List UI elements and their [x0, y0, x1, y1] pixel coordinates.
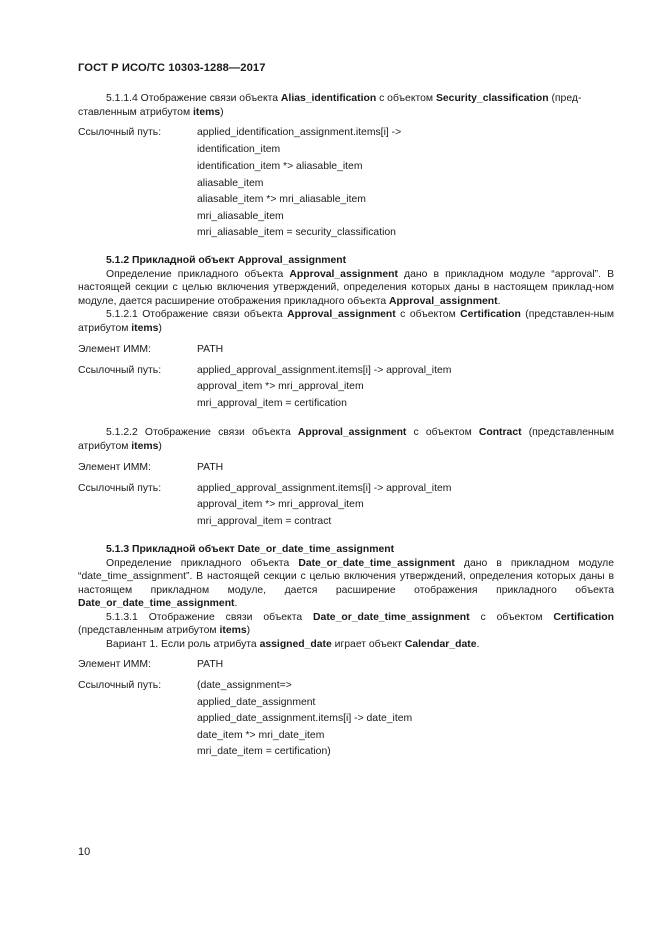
path-line: date_item *> mri_date_item — [197, 730, 325, 741]
text-span: 5.1.2.1 Отображение связи объекта — [106, 309, 288, 321]
text-span: играет объект — [331, 638, 405, 650]
text-span: (представленным атрибутом — [78, 427, 614, 452]
path-line: (date_assignment=> — [197, 680, 292, 691]
attribute-name: items — [192, 106, 221, 118]
text-span: ) — [246, 625, 251, 637]
attribute-name: items — [131, 440, 159, 452]
text-span: . — [497, 295, 501, 307]
mapping-heading-5-1-1-4 — [78, 92, 614, 119]
reference-path-row — [78, 679, 618, 693]
definition-paragraph — [78, 268, 614, 309]
text-span: Определение прикладного объекта — [106, 557, 299, 569]
attribute-name: items — [131, 322, 159, 334]
entity-name: Date_or_date_time_assignment — [78, 598, 235, 610]
mim-element-value: PATH — [197, 344, 224, 355]
path-row — [78, 380, 618, 394]
text-span: ) — [220, 106, 224, 118]
entity-name: Calendar_date — [404, 638, 477, 650]
text-span: дано в прикладном модуле “date_time_assignment”. В настоящей секции с целью включения утверждений, определения которых даны в настоящем прикладном модуле, дается расширение отображения прикладного объекта — [78, 557, 614, 596]
entity-name: Contract — [478, 427, 522, 438]
reference-path-row — [78, 364, 618, 378]
path-line: applied_approval_assignment.items[i] -> approval_item — [197, 483, 452, 494]
heading-text: 5.1.2 Прикладной объект — [106, 255, 238, 266]
text-span: с объектом — [395, 309, 461, 321]
variant-paragraph — [78, 638, 614, 652]
path-line: applied_identification_assignment.items[i] -> — [197, 127, 402, 138]
path-row — [78, 210, 618, 224]
text-span: с объектом — [406, 427, 479, 438]
path-row — [78, 226, 618, 240]
reference-path-row — [78, 126, 618, 140]
mapping-heading-5-1-2-1 — [78, 308, 614, 335]
path-row — [78, 498, 618, 512]
path-line: mri_aliasable_item — [197, 211, 284, 222]
path-line: approval_item *> mri_approval_item — [197, 381, 364, 392]
path-row — [78, 696, 618, 710]
text-span: . — [234, 598, 238, 610]
section-5-1-3 — [78, 543, 614, 651]
text-span: Вариант 1. Если роль атрибута — [106, 638, 260, 650]
text-span: с объектом — [469, 611, 554, 623]
entity-name: Approval_assignment — [297, 427, 407, 438]
path-line: mri_aliasable_item = security_classification — [197, 227, 396, 238]
page-number: 10 — [78, 846, 91, 858]
text-span: Определение прикладного объекта — [106, 268, 290, 280]
text-span: дано в прикладном модуле “approval”. В настоящей секции с целью включения утверждений, определения которых даны в настоящем приклад-ном модуле, дается расширение отображения прикладного объекта — [78, 268, 614, 307]
path-row — [78, 193, 618, 207]
path-line: applied_date_assignment — [197, 697, 316, 708]
path-line: identification_item — [197, 144, 281, 155]
path-row — [78, 515, 618, 529]
mim-element-row — [78, 343, 618, 357]
section-heading — [78, 543, 614, 557]
path-row — [78, 177, 618, 191]
entity-name: Certification — [553, 611, 614, 623]
entity-name: Approval_assignment — [289, 268, 398, 280]
text-span: ) — [158, 440, 162, 452]
mim-element-row — [78, 658, 618, 672]
entity-name: Date_or_date_time_assignment — [298, 557, 455, 569]
path-row — [78, 712, 618, 726]
mim-element-row — [78, 461, 618, 475]
mim-element-label: Элемент ИММ: — [78, 344, 151, 355]
path-row — [78, 160, 618, 174]
text-span: . — [476, 638, 480, 650]
mapping-heading-5-1-3-1 — [78, 611, 614, 638]
reference-path-label: Ссылочный путь: — [78, 127, 162, 138]
reference-path-label: Ссылочный путь: — [78, 365, 162, 376]
entity-name: Approval_assignment — [389, 295, 498, 307]
reference-path-label: Ссылочный путь: — [78, 680, 162, 691]
entity-name: Alias_identification — [280, 93, 377, 104]
attribute-name: assigned_date — [259, 638, 332, 650]
mim-element-label: Элемент ИММ: — [78, 659, 151, 670]
mim-element-value: PATH — [197, 659, 224, 670]
path-line: aliasable_item *> mri_aliasable_item — [197, 194, 366, 205]
path-line: mri_approval_item = certification — [197, 398, 347, 409]
entity-name: Approval_assignment — [237, 255, 347, 266]
path-line: approval_item *> mri_approval_item — [197, 499, 364, 510]
text-span: ставленным атрибутом — [78, 106, 193, 118]
path-line: identification_item *> aliasable_item — [197, 161, 363, 172]
entity-name: Approval_assignment — [287, 309, 396, 321]
mim-element-value: PATH — [197, 462, 224, 473]
heading-text: 5.1.3 Прикладной объект — [106, 544, 238, 555]
path-row — [78, 745, 618, 759]
entity-name: Date_or_date_time_assignment — [313, 611, 470, 623]
document-header: ГОСТ Р ИСО/ТС 10303-1288—2017 — [78, 62, 266, 74]
mim-element-label: Элемент ИММ: — [78, 462, 151, 473]
text-span: 5.1.3.1 Отображение связи объекта — [106, 611, 314, 623]
path-row — [78, 397, 618, 411]
text-span: (представленным атрибутом — [78, 625, 220, 637]
reference-path-label: Ссылочный путь: — [78, 483, 162, 494]
entity-name: Certification — [460, 309, 521, 321]
reference-path-row — [78, 482, 618, 496]
section-5-1-2 — [78, 254, 614, 335]
path-line: applied_date_assignment.items[i] -> date_item — [197, 713, 413, 724]
text-span: 5.1.1.4 Отображение связи объекта — [106, 93, 281, 104]
attribute-name: items — [219, 625, 247, 637]
path-row — [78, 143, 618, 157]
entity-name: Date_or_date_time_assignment — [237, 544, 395, 555]
path-line: applied_approval_assignment.items[i] -> approval_item — [197, 365, 452, 376]
path-line: mri_approval_item = contract — [197, 516, 332, 527]
text-span: 5.1.2.2 Отображение связи объекта — [106, 427, 298, 438]
mapping-heading-5-1-2-2 — [78, 426, 614, 453]
entity-name: Security_classification — [435, 93, 549, 104]
path-line: mri_date_item = certification) — [197, 746, 331, 757]
path-line: aliasable_item — [197, 178, 264, 189]
definition-paragraph — [78, 557, 614, 611]
text-span: с объектом — [376, 93, 436, 104]
text-span: (представлен-ным атрибутом — [78, 309, 615, 334]
path-row — [78, 729, 618, 743]
section-heading — [78, 254, 614, 268]
text-span: ) — [158, 322, 162, 334]
text-span: (пред- — [548, 93, 582, 104]
